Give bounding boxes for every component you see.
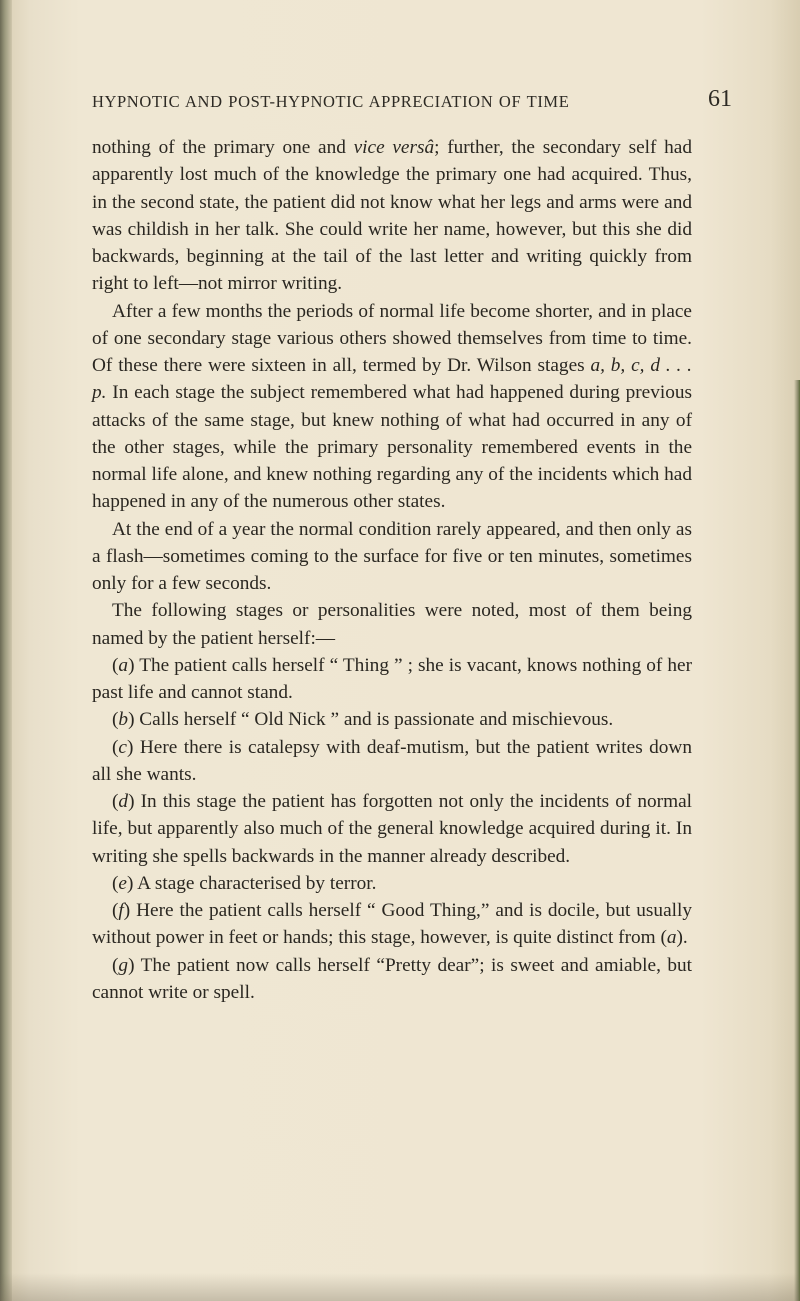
text-segment: After a few months the periods of normal life become shorter, and in place of one secondary stage various others showed themselves from time to time. Of these there were sixteen in all, termed by Dr. Wilson stages — [92, 300, 692, 376]
body-text — [92, 134, 692, 1006]
text-segment: ) A stage characterised by terror. — [126, 872, 377, 894]
italic-text: e — [118, 872, 127, 894]
text-segment: The following stages or personalities were noted, most of them being named by the patient herself:— — [92, 600, 692, 649]
paragraph — [92, 870, 692, 897]
text-segment: nothing of the primary one and — [92, 137, 354, 158]
text-segment: ( — [112, 954, 119, 976]
text-segment: ( — [112, 736, 119, 758]
italic-text: c — [118, 736, 127, 758]
paragraph — [92, 788, 692, 870]
text-segment: ). — [676, 927, 688, 949]
text-segment: ; further, the secondary self had apparently lost much of the knowledge the primary one had acquired. Thus, in the second state, the patient did not know what her legs and arms were and was childish in her talk. She could write her name, however, but this she did backwards, beginning at the tail of the last letter and writing quickly from right to left—not mirror writing. — [92, 137, 692, 295]
paragraph — [92, 734, 692, 789]
page-number: 61 — [708, 86, 732, 112]
text-segment: ) The patient calls herself “ Thing ” ; she is vacant, knows nothing of her past life and cannot stand. — [92, 654, 692, 703]
text-segment: ( — [112, 654, 119, 676]
italic-text: vice versâ — [353, 137, 435, 158]
italic-text: a, b, c, d . . . p. — [92, 355, 692, 404]
paragraph — [92, 134, 692, 298]
italic-text: a — [666, 927, 677, 949]
paragraph — [92, 897, 692, 952]
book-spine-shadow — [0, 0, 12, 1301]
text-segment: ( — [112, 900, 119, 921]
paragraph — [92, 706, 692, 733]
paragraph — [92, 597, 692, 652]
italic-text: a — [118, 654, 129, 676]
text-segment: ) Here the patient calls herself “ Good Thing,” and is docile, but usually without power in feet or hands; this stage, however, is quite distinct from ( — [92, 900, 692, 949]
text-segment: ( — [112, 709, 119, 731]
text-segment: ) Calls herself “ Old Nick ” and is passionate and mischievous. — [128, 709, 614, 731]
text-segment: ( — [112, 791, 119, 812]
running-header — [92, 86, 732, 112]
italic-text: f — [118, 900, 124, 921]
paragraph — [92, 298, 692, 516]
paragraph — [92, 652, 692, 707]
italic-text: g — [118, 954, 129, 976]
running-header-title: HYPNOTIC AND POST-HYPNOTIC APPRECIATION OF TIME — [92, 92, 570, 111]
page-edge — [794, 380, 800, 1301]
italic-text: d — [118, 791, 129, 812]
text-segment: ( — [112, 872, 119, 894]
bottom-page-shadow — [0, 1273, 800, 1301]
text-segment: ) The patient now calls herself “Pretty dear”; is sweet and amiable, but cannot write or spell. — [92, 954, 692, 1003]
text-segment: At the end of a year the normal condition rarely appeared, and then only as a flash—sometimes coming to the surface for five or ten minutes, sometimes only for a few seconds. — [92, 518, 692, 594]
italic-text: b — [118, 709, 129, 731]
paragraph — [92, 952, 692, 1007]
text-segment: ) Here there is catalepsy with deaf-mutism, but the patient writes down all she wants. — [92, 736, 692, 785]
text-segment: In each stage the subject remembered what had happened during previous attacks of the same stage, but knew nothing of what had occurred in any of the other stages, while the primary personality remembered events in the normal life alone, and knew nothing regarding any of the incidents which had happened in any of the numerous other states. — [92, 382, 692, 513]
paragraph — [92, 516, 692, 598]
text-segment: ) In this stage the patient has forgotten not only the incidents of normal life, but apparently also much of the general knowledge acquired during it. In writing she spells backwards in the manner already described. — [92, 791, 692, 867]
